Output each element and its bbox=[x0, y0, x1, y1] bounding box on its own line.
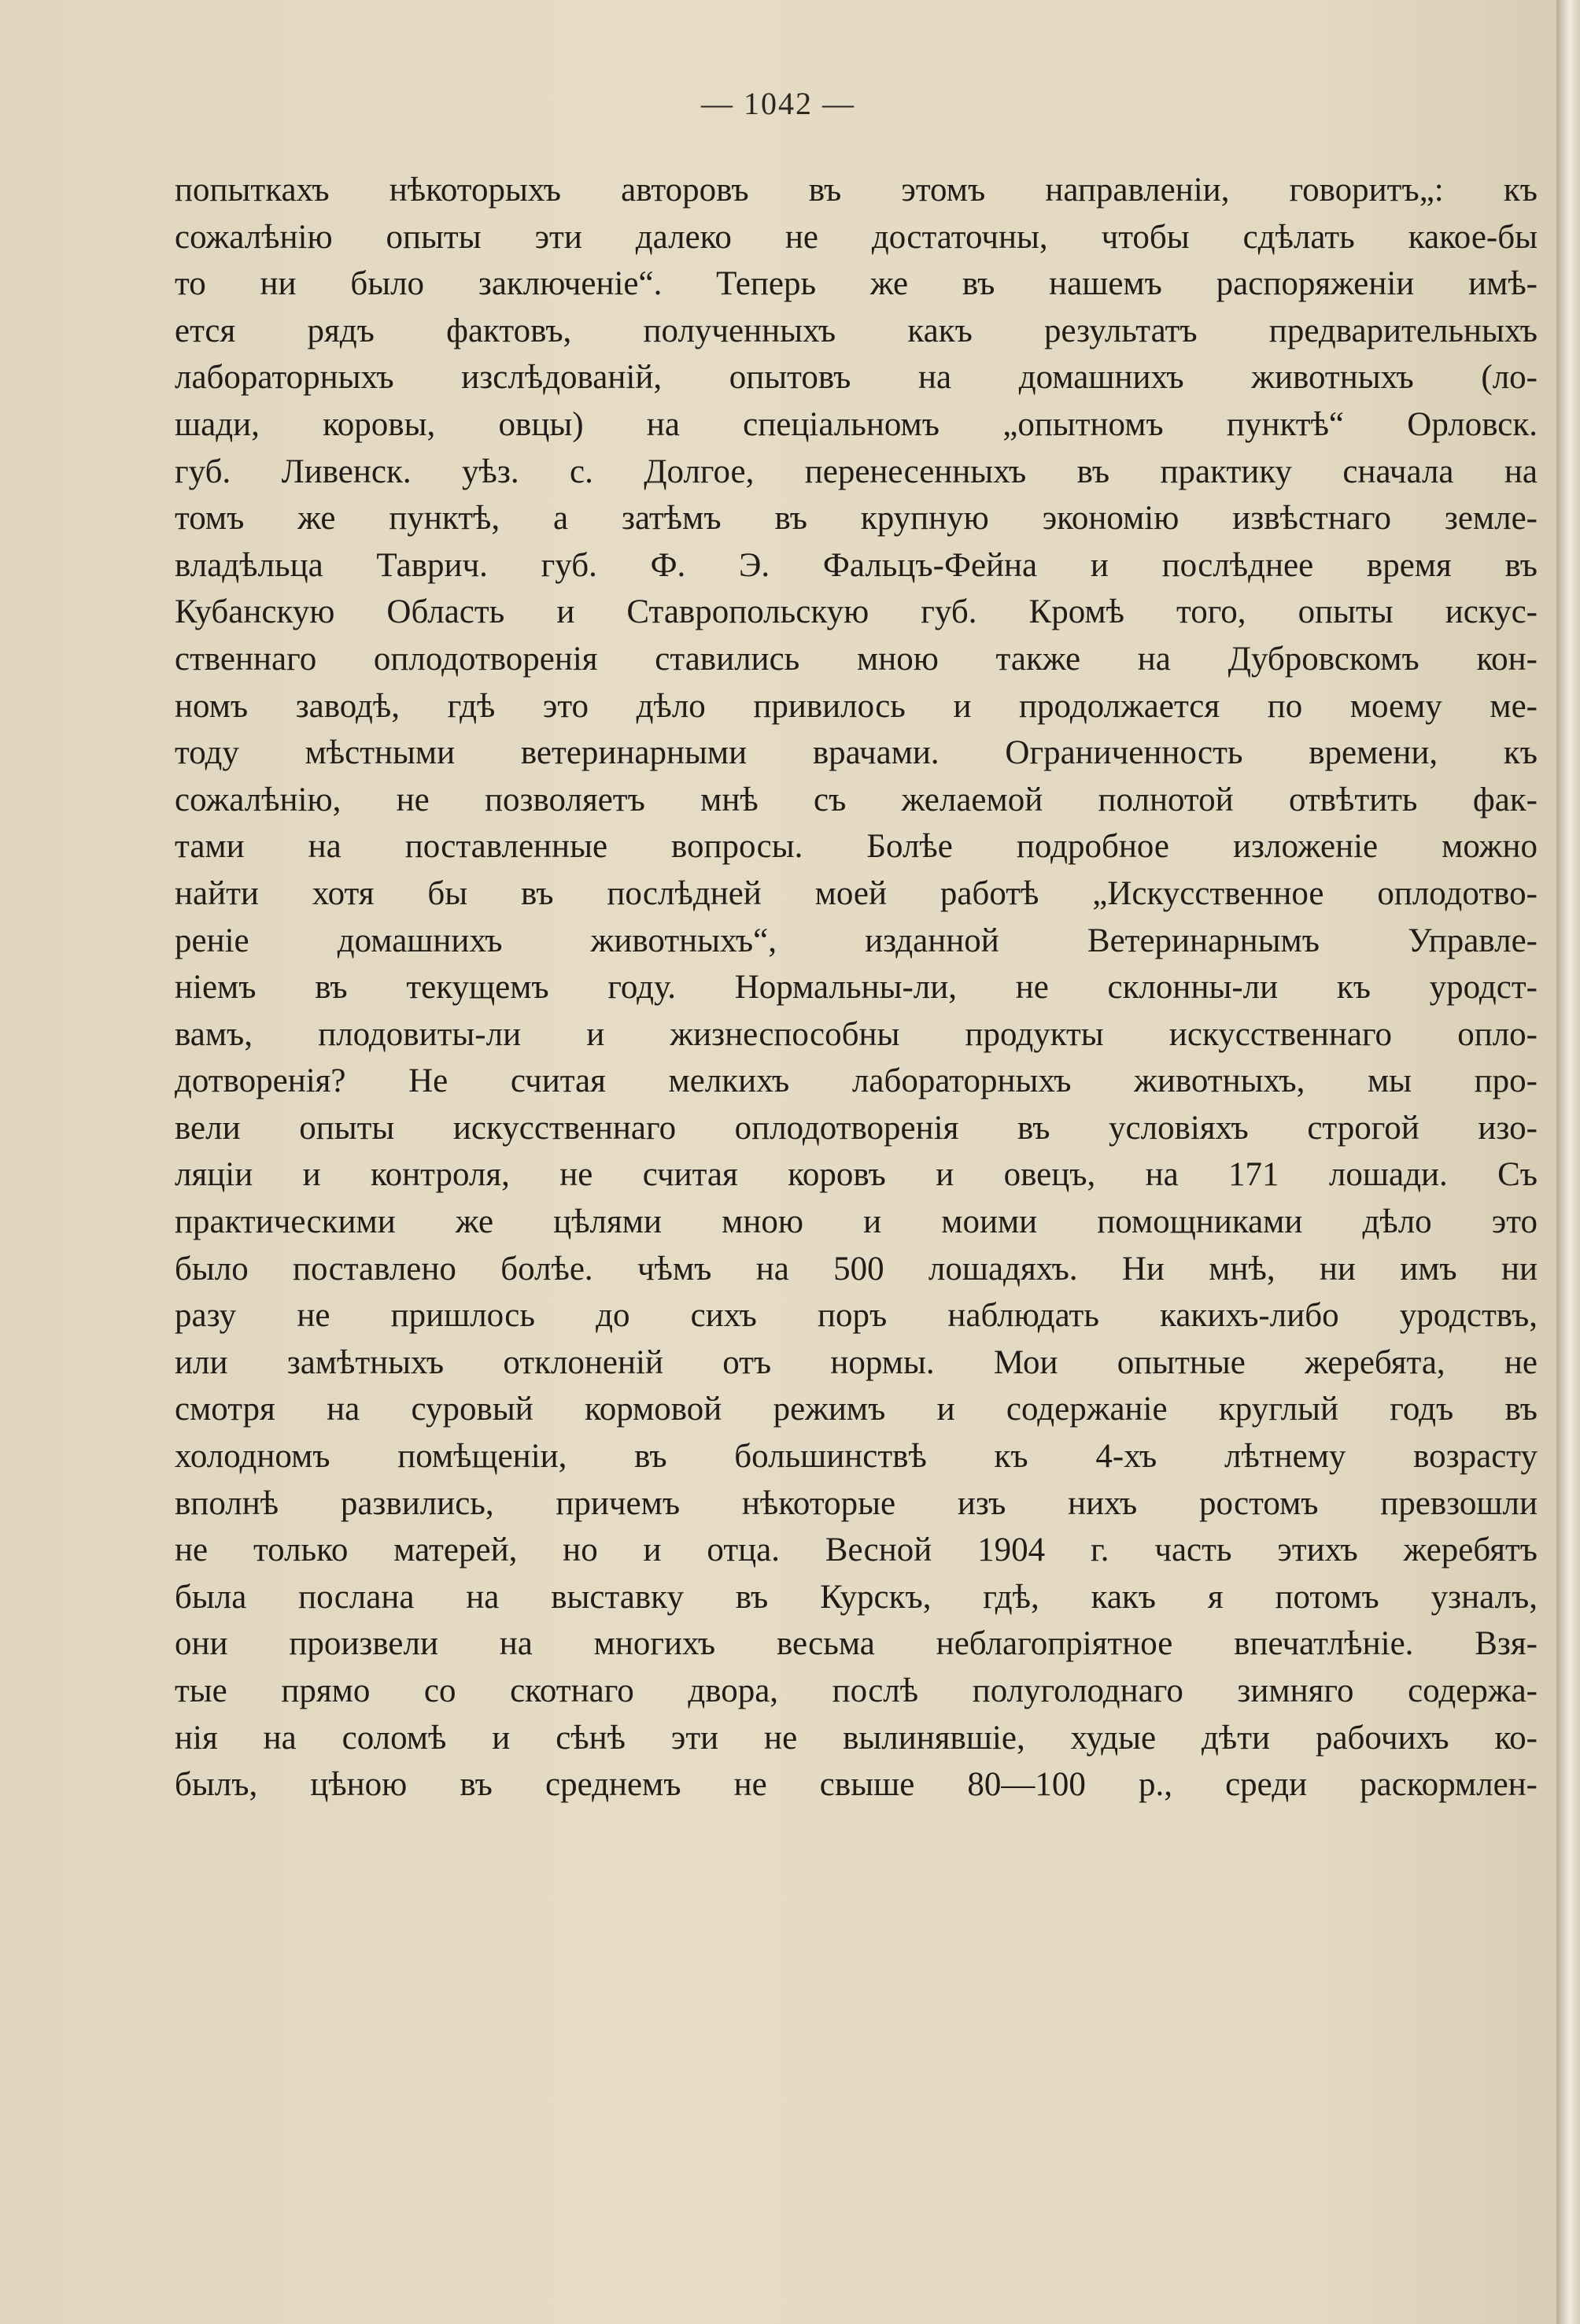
text-line: дотворенія? Не считая мелкихъ лабораторныхъ животныхъ, мы про- bbox=[175, 1062, 1538, 1100]
text-line: губ. Ливенск. уѣз. с. Долгое, перенесенныхъ въ практику сначала на bbox=[175, 453, 1538, 490]
text-line: шади, коровы, овцы) на спеціальномъ „опытномъ пунктѣ“ Орловск. bbox=[175, 405, 1538, 443]
text-line: ляціи и контроля, не считая коровъ и овецъ, на 171 лошади. Съ bbox=[175, 1156, 1538, 1194]
text-line: или замѣтныхъ отклоненій отъ нормы. Мои опытные жеребята, не bbox=[175, 1343, 1538, 1381]
text-line: вамъ, плодовиты-ли и жизнеспособны продукты искусственнаго опло- bbox=[175, 1015, 1538, 1053]
text-line: сожалѣнію опыты эти далеко не достаточны, чтобы сдѣлать какое-бы bbox=[175, 218, 1538, 256]
text-line: былъ, цѣною въ среднемъ не свыше 80—100 р., среди раскормлен- bbox=[175, 1766, 1538, 1804]
text-line: владѣльца Таврич. губ. Ф. Э. Фальцъ-Фейна и послѣднее время въ bbox=[175, 546, 1538, 584]
text-line: ніемъ въ текущемъ году. Нормальны-ли, не склонны-ли къ уродст- bbox=[175, 969, 1538, 1007]
text-line: тами на поставленные вопросы. Болѣе подробное изложеніе можно bbox=[175, 828, 1538, 866]
text-line: то ни было заключеніе“. Теперь же въ нашемъ распоряженіи имѣ- bbox=[175, 265, 1538, 303]
page-number: — 1042 — bbox=[701, 86, 855, 121]
text-line: холодномъ помѣщеніи, въ большинствѣ къ 4-хъ лѣтнему возрасту bbox=[175, 1438, 1538, 1476]
text-line: тые прямо со скотнаго двора, послѣ полуголоднаго зимняго содержа- bbox=[175, 1672, 1538, 1709]
text-line: разу не пришлось до сихъ поръ наблюдать какихъ-либо уродствъ, bbox=[175, 1297, 1538, 1335]
text-line: попыткахъ нѣкоторыхъ авторовъ въ этомъ направленіи, говоритъ„: къ bbox=[175, 172, 1538, 209]
text-line: сожалѣнію, не позволяетъ мнѣ съ желаемой полнотой отвѣтить фак- bbox=[175, 781, 1538, 818]
page-edge bbox=[1556, 0, 1580, 2324]
text-line: лабораторныхъ изслѣдованій, опытовъ на домашнихъ животныхъ (ло- bbox=[175, 359, 1538, 397]
text-line: Кубанскую Область и Ставропольскую губ. Кромѣ того, опыты искус- bbox=[175, 593, 1538, 631]
text-line: вели опыты искусственнаго оплодотворенія въ условіяхъ строгой изо- bbox=[175, 1109, 1538, 1147]
text-line: было поставлено болѣе. чѣмъ на 500 лошадяхъ. Ни мнѣ, ни имъ ни bbox=[175, 1250, 1538, 1288]
text-line: вполнѣ развились, причемъ нѣкоторые изъ нихъ ростомъ превзошли bbox=[175, 1484, 1538, 1522]
text-line: смотря на суровый кормовой режимъ и содержаніе круглый годъ въ bbox=[175, 1391, 1538, 1428]
text-line: номъ заводѣ, гдѣ это дѣло привилось и продолжается по моему ме- bbox=[175, 687, 1538, 725]
text-line: тоду мѣстными ветеринарными врачами. Ограниченность времени, къ bbox=[175, 734, 1538, 772]
text-line: практическими же цѣлями мною и моими помощниками дѣло это bbox=[175, 1203, 1538, 1241]
text-line: ется рядъ фактовъ, полученныхъ какъ результатъ предварительныхъ bbox=[175, 312, 1538, 349]
text-line: ственнаго оплодотворенія ставились мною также на Дубровскомъ кон- bbox=[175, 640, 1538, 678]
text-line: нія на соломѣ и сѣнѣ эти не вылинявшіе, худые дѣти рабочихъ ко- bbox=[175, 1719, 1538, 1757]
text-line: томъ же пунктѣ, а затѣмъ въ крупную экономію извѣстнаго земле- bbox=[175, 500, 1538, 538]
text-line: найти хотя бы въ послѣдней моей работѣ „Искусственное оплодотво- bbox=[175, 874, 1538, 912]
text-line: была послана на выставку въ Курскъ, гдѣ, какъ я потомъ узналъ, bbox=[175, 1578, 1538, 1616]
text-line: реніе домашнихъ животныхъ“, изданной Ветеринарнымъ Управле- bbox=[175, 922, 1538, 959]
text-line: они произвели на многихъ весьма неблагопріятное впечатлѣніе. Взя- bbox=[175, 1625, 1538, 1663]
text-line: не только матерей, но и отца. Весной 1904 г. часть этихъ жеребятъ bbox=[175, 1531, 1538, 1569]
